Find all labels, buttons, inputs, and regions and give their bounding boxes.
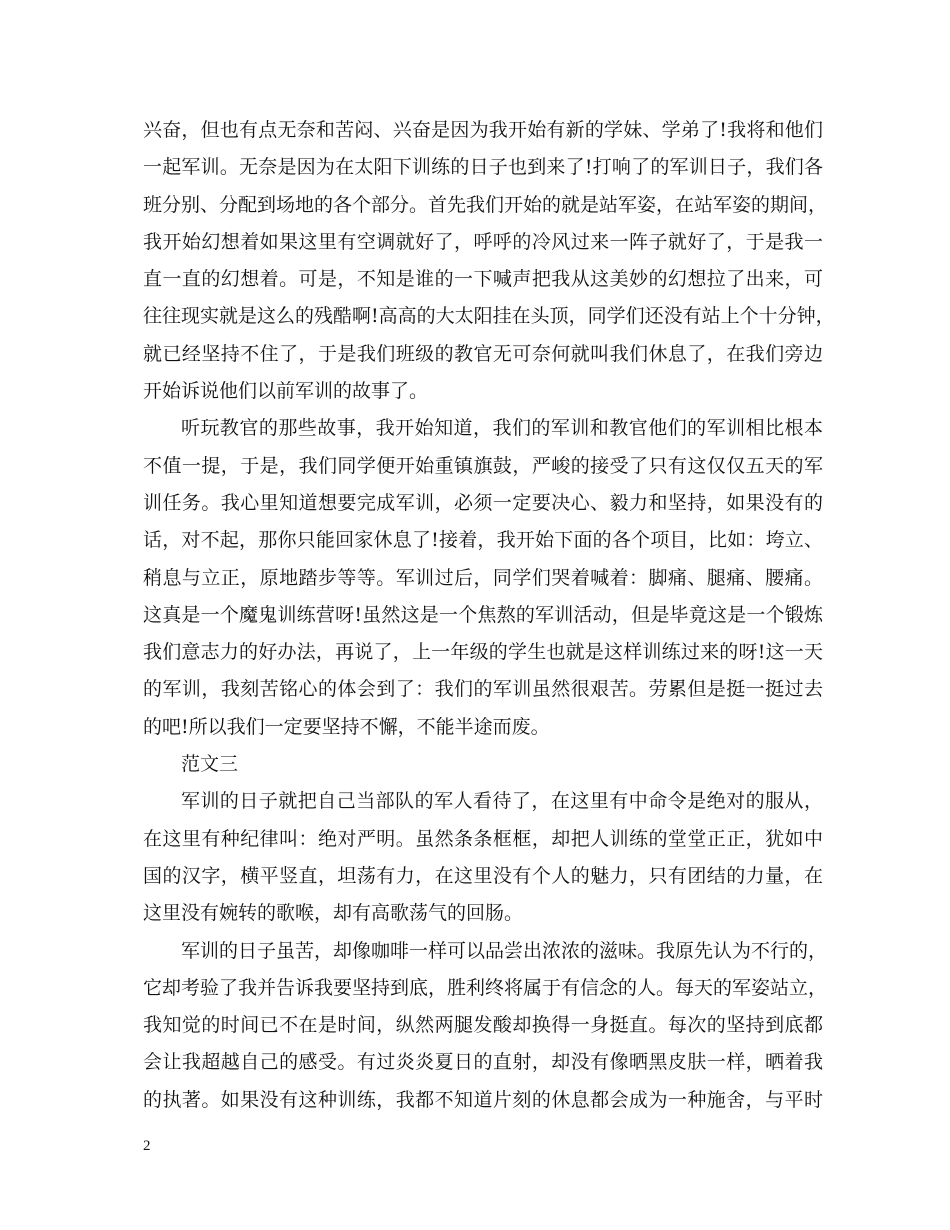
text-line: 就已经坚持不住了，于是我们班级的教官无可奈何就叫我们休息了，在我们旁边 xyxy=(143,342,823,365)
text-line: 的吧!所以我们一定要坚持不懈，不能半途而废。 xyxy=(143,715,550,738)
text-line: 直一直的幻想着。可是，不知是谁的一下喊声把我从这美妙的幻想拉了出来，可 xyxy=(143,268,823,291)
text-line: 往往现实就是这么的残酷啊!高高的大太阳挂在头顶，同学们还没有站上个十分钟， xyxy=(143,305,835,328)
text-line: 我开始幻想着如果这里有空调就好了，呼呼的冷风过来一阵子就好了，于是我一 xyxy=(143,230,823,253)
page-number: 2 xyxy=(143,1138,151,1154)
text-line: 不值一提，于是，我们同学便开始重镇旗鼓，严峻的接受了只有这仅仅五天的军 xyxy=(143,454,823,477)
text-line: 会让我超越自己的感受。有过炎炎夏日的直射，却没有像晒黑皮肤一样，晒着我 xyxy=(143,1051,823,1074)
paragraph-first-line: 军训的日子虽苦，却像咖啡一样可以品尝出浓浓的滋味。我原先认为不行的， xyxy=(181,939,828,962)
text-line: 一起军训。无奈是因为在太阳下训练的日子也到来了!打响了的军训日子，我们各 xyxy=(143,156,823,179)
document-body xyxy=(143,112,835,1119)
text-line: 的执著。如果没有这种训练，我都不知道片刻的休息都会成为一种施舍，与平时 xyxy=(143,1088,823,1111)
paragraph-first-line: 军训的日子就把自己当部队的军人看待了，在这里有中命令是绝对的服从， xyxy=(181,790,823,813)
text-line: 国的汉字，横平竖直，坦荡有力，在这里没有个人的魅力，只有团结的力量，在 xyxy=(143,864,823,887)
text-line: 开始诉说他们以前军训的故事了。 xyxy=(143,380,429,403)
text-line: 它却考验了我并告诉我要坚持到底，胜利终将属于有信念的人。每天的军姿站立， xyxy=(143,976,828,999)
text-line: 的军训，我刻苦铭心的体会到了：我们的军训虽然很艰苦。劳累但是挺一挺过去 xyxy=(143,678,823,701)
section-heading: 范文三 xyxy=(181,753,239,776)
text-line: 在这里有种纪律叫：绝对严明。虽然条条框框，却把人训练的堂堂正正，犹如中 xyxy=(143,827,823,850)
text-line: 我知觉的时间已不在是时间，纵然两腿发酸却换得一身挺直。每次的坚持到底都 xyxy=(143,1014,823,1037)
text-line: 兴奋，但也有点无奈和苦闷、兴奋是因为我开始有新的学妹、学弟了!我将和他们 xyxy=(143,119,823,141)
text-line: 这里没有婉转的歌喉，却有高歌荡气的回肠。 xyxy=(143,902,524,925)
paragraph-first-line: 听玩教官的那些故事，我开始知道，我们的军训和教官他们的军训相比根本 xyxy=(181,417,823,440)
text-line: 话，对不起，那你只能回家休息了!接着，我开始下面的各个项目，比如：垮立、 xyxy=(143,529,823,552)
text-line: 这真是一个魔鬼训练营呀!虽然这是一个焦熬的军训活动，但是毕竟这是一个锻炼 xyxy=(143,603,823,626)
text-line: 训任务。我心里知道想要完成军训，必须一定要决心、毅力和坚持，如果没有的 xyxy=(143,491,823,514)
text-line: 班分别、分配到场地的各个部分。首先我们开始的就是站军姿，在站军姿的期间， xyxy=(143,193,828,216)
text-line: 稍息与立正，原地踏步等等。军训过后，同学们哭着喊着：脚痛、腿痛、腰痛。 xyxy=(143,566,823,589)
text-line: 我们意志力的好办法，再说了，上一年级的学生也就是这样训练过来的呀!这一天 xyxy=(143,641,823,664)
